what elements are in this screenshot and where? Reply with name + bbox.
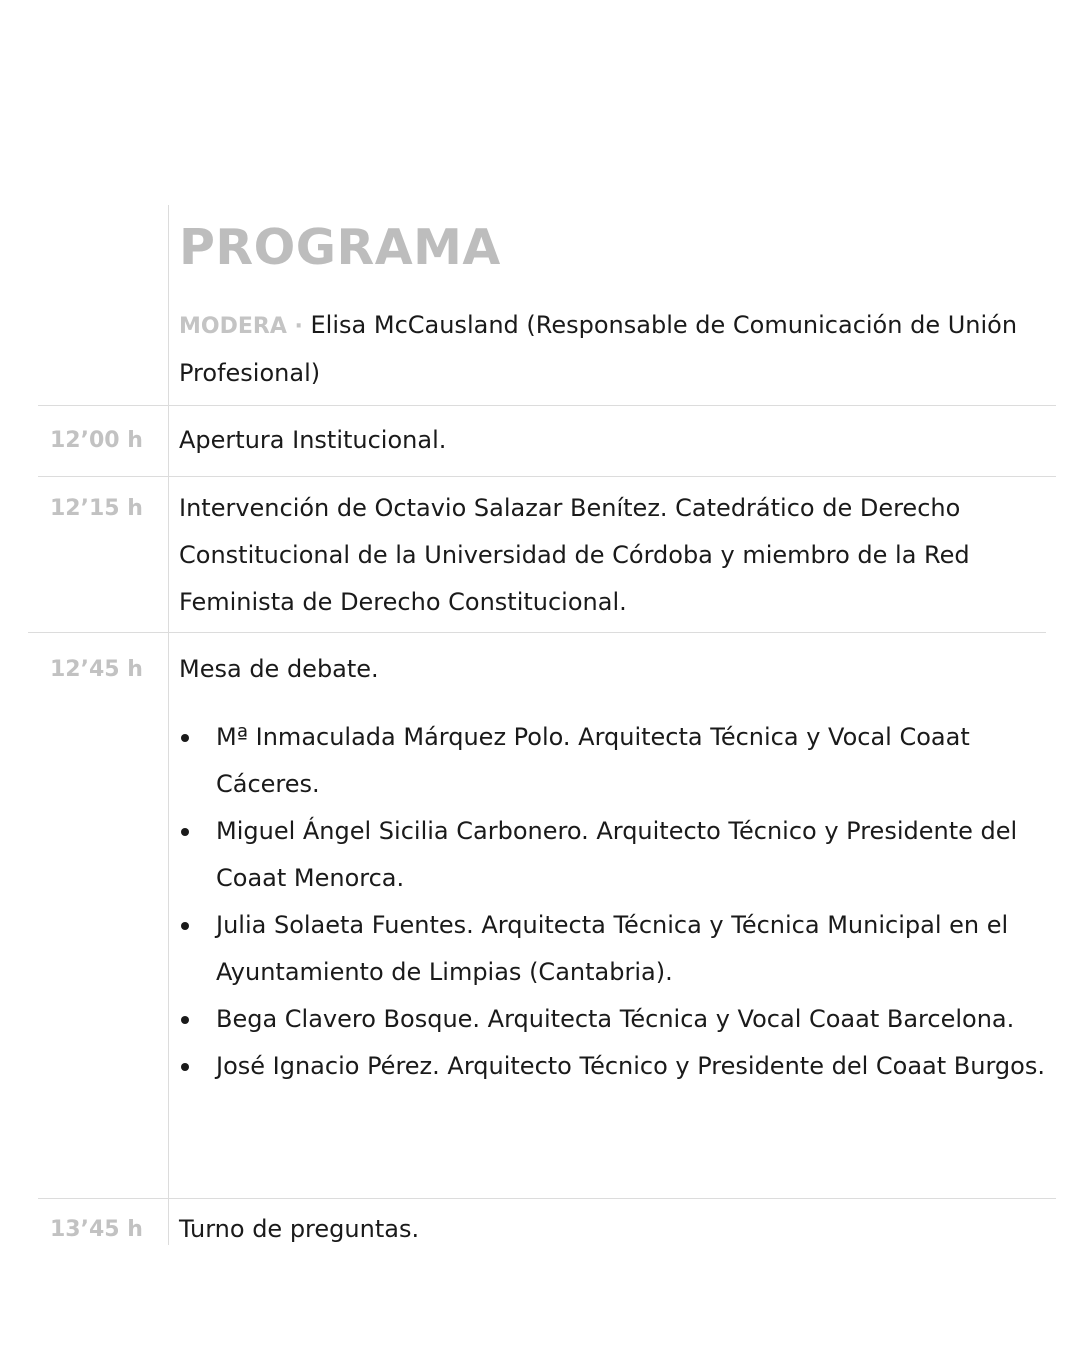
schedule-item-text: Intervención de Octavio Salazar Benítez. Catedrático de Derecho Constitucional de la Universidad de Córdoba y miembro de la Red Feminista de Derecho Constitucional. [179,494,970,616]
schedule-item-text: Mesa de debate. [179,655,379,683]
panelist-text: Bega Clavero Bosque. Arquitecta Técnica y Vocal Coaat Barcelona. [216,1005,1015,1033]
page-title: PROGRAMA [179,219,501,276]
moderator-name: Elisa McCausland (Responsable de Comunicación de Unión Profesional) [179,311,1018,387]
schedule-time: 12’00 h [50,428,143,453]
schedule-item-text: Turno de preguntas. [179,1215,420,1243]
schedule-time: 12’45 h [50,657,143,682]
schedule-time: 13’45 h [50,1217,143,1242]
list-item [179,808,1054,902]
panelist-text: Mª Inmaculada Márquez Polo. Arquitecta Técnica y Vocal Coaat Cáceres. [216,723,970,798]
row-divider [38,1198,1056,1199]
row-divider [38,405,1056,406]
list-item [179,1043,1054,1090]
bullet-icon [181,1016,189,1024]
bullet-icon [181,922,189,930]
column-divider [168,205,169,1245]
schedule-time: 12’15 h [50,496,143,521]
bullet-icon [181,734,189,742]
moderator-line [179,302,1039,397]
schedule-item-text: Apertura Institucional. [179,426,447,454]
list-item [179,714,1054,808]
row-divider [38,476,1056,477]
panelist-text: Miguel Ángel Sicilia Carbonero. Arquitecto Técnico y Presidente del Coaat Menorca. [216,817,1018,892]
panelist-text: José Ignacio Pérez. Arquitecto Técnico y Presidente del Coaat Burgos. [216,1052,1045,1080]
panelist-list [179,714,1054,1090]
panelist-text: Julia Solaeta Fuentes. Arquitecta Técnica y Técnica Municipal en el Ayuntamiento de Limpias (Cantabria). [216,911,1009,986]
moderator-label: MODERA · [179,314,303,339]
row-divider [28,632,1046,633]
bullet-icon [181,828,189,836]
list-item [179,902,1054,996]
list-item [179,996,1054,1043]
bullet-icon [181,1063,189,1071]
